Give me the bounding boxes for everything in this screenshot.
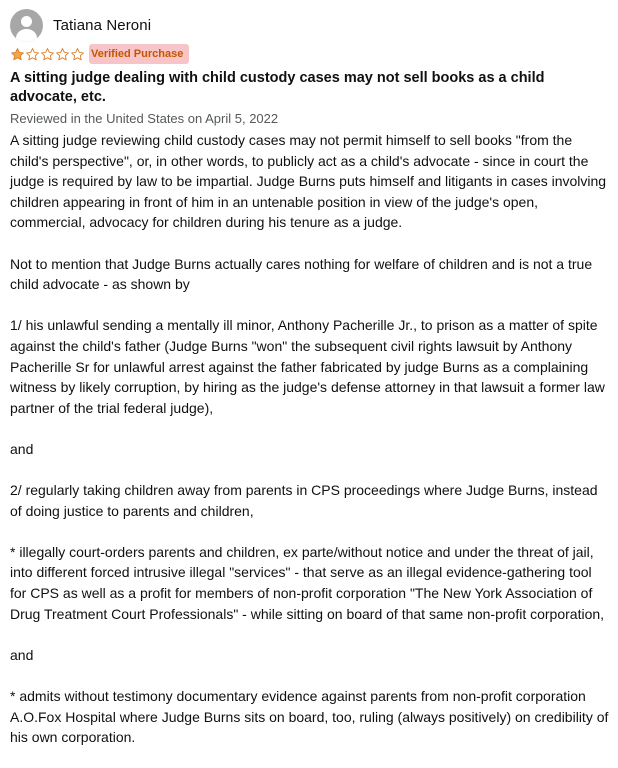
star-empty-icon <box>55 47 70 62</box>
star-filled-icon <box>10 47 25 62</box>
star-empty-icon <box>40 47 55 62</box>
review-paragraph: * admits without testimony documentary evidence against parents from non-profit corporation A.O.Fox Hospital where Judge Burns sits on board, too, ruling (always positively) on credibility of his own corporation. <box>10 688 609 746</box>
customer-review <box>10 8 610 768</box>
review-paragraph: and <box>10 440 34 457</box>
review-date: Reviewed in the United States on April 5, 2022 <box>10 111 279 126</box>
rating-row <box>10 42 610 66</box>
default-user-avatar-icon[interactable] <box>10 9 43 42</box>
star-rating[interactable] <box>10 46 85 62</box>
review-author-row <box>10 8 610 42</box>
review-paragraph: Not to mention that Judge Burns actually cares nothing for welfare of children and is not a true child advocate - as shown by <box>10 255 593 293</box>
review-paragraph: A sitting judge reviewing child custody cases may not permit himself to sell books "from the child's perspective", or, in other words, to publicly act as a child's advocate - since in court the judge is required by law to be impartial. Judge Burns puts himself and litigants in cases involving children appearing in front of him in an untenable position in view of the judge's open, commercial, advocacy for children during his tenure as a judge. <box>10 132 607 231</box>
review-paragraph: 1/ his unlawful sending a mentally ill minor, Anthony Pacherille Jr., to prison as a matter of spite against the child's father (Judge Burns "won" the subsequent civil rights lawsuit by Anthony Pacherille Sr for unlawful arrest against the father fabricated by judge Burns as a complaining witness by likely corruption, by hiring as the judge's defense attorney in that lawsuit a former law partner of the trial federal judge), <box>10 317 605 416</box>
review-paragraph: * illegally court-orders parents and children, ex parte/without notice and under the threat of jail, into different forced intrusive illegal "services" - that serve as an illegal evidence-gathering tool for CPS as well as a profit for members of non-profit corporation "The New York Association of Drug Treatment Court Professionals" - while sitting on board of that same non-profit corporation, <box>10 543 605 622</box>
review-author-name[interactable]: Tatiana Neroni <box>53 16 152 34</box>
avatar-body-shape <box>16 29 37 42</box>
verified-purchase-badge: Verified Purchase <box>89 44 189 64</box>
review-body <box>10 130 610 748</box>
star-empty-icon <box>70 47 85 62</box>
review-paragraph: 2/ regularly taking children away from parents in CPS proceedings where Judge Burns, instead of doing justice to parents and children, <box>10 482 598 519</box>
avatar-head-shape <box>21 16 32 27</box>
star-empty-icon <box>25 47 40 62</box>
review-paragraph: and <box>10 646 34 663</box>
review-title[interactable]: A sitting judge dealing with child custody cases may not sell books as a child advocate, etc. <box>10 70 545 105</box>
